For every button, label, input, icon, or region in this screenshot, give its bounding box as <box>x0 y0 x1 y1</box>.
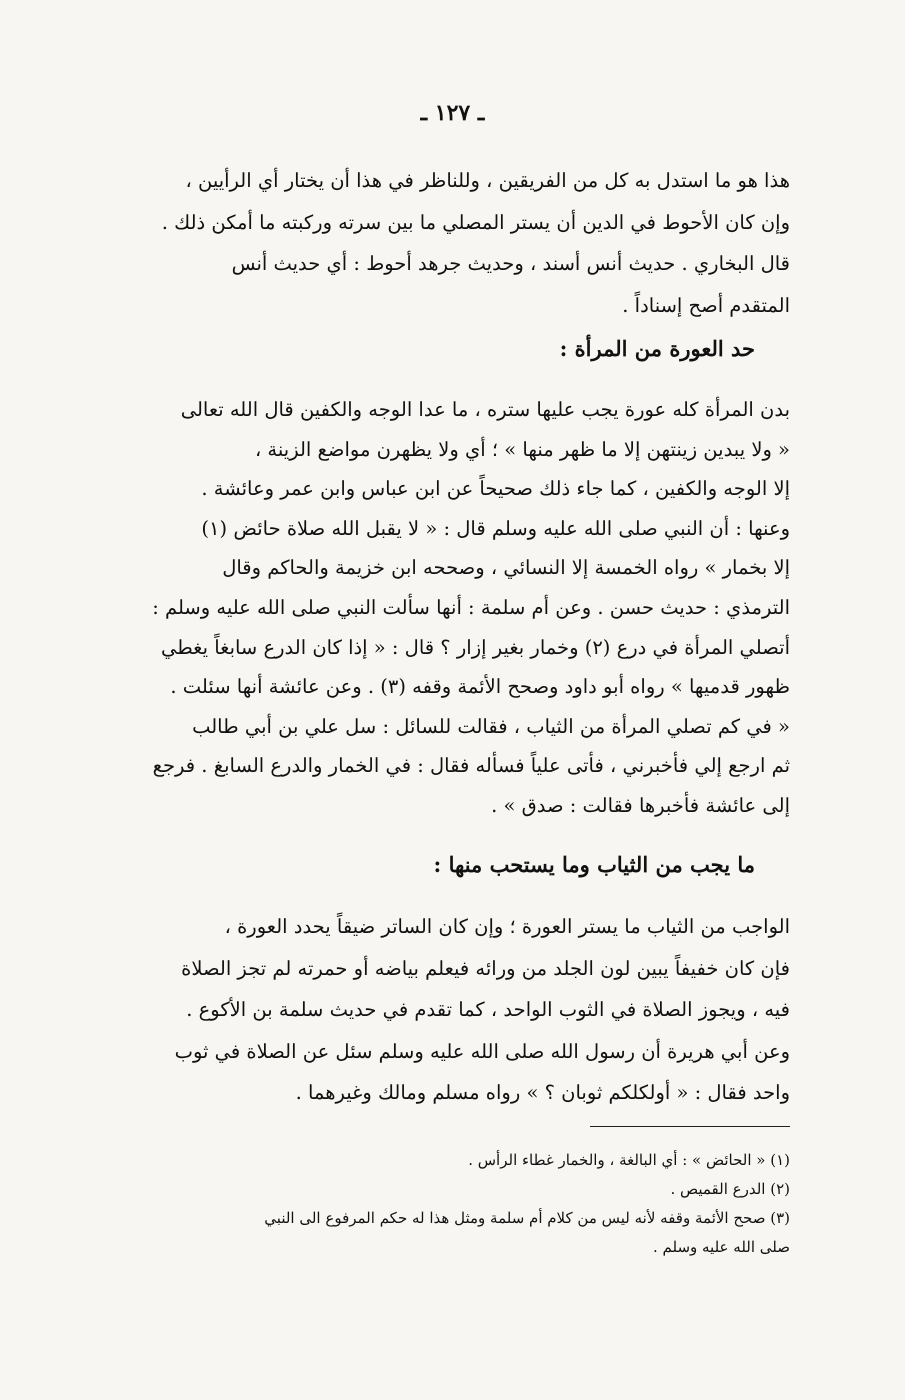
text-line: الواجب من الثياب ما يستر العورة ؛ وإن كان الساتر ضيقاً يحدد العورة ، <box>224 915 790 938</box>
text-line: فإن كان خفيفاً يبين لون الجلد من ورائه فيعلم بياضه أو حمرته لم تجز الصلاة <box>181 956 790 980</box>
text-line: واحد فقال : « أولكلكم ثوبان ؟ » رواه مسلم ومالك وغيرهما . <box>295 1081 790 1104</box>
text-line: بدن المرأة كله عورة يجب عليها ستره ، ما عدا الوجه والكفين قال الله تعالى <box>180 398 790 421</box>
intro-paragraph <box>118 160 790 326</box>
text-line: أتصلي المرأة في درع (٢) وخمار بغير إزار ؟ قال : « إذا كان الدرع سابغاً يغطي <box>160 635 790 659</box>
footnote: (٢) الدرع القميص . <box>670 1180 790 1198</box>
text-line: ثم ارجع إلي فأخبرني ، فأتى علياً فسأله فقال : في الخمار والدرع السابغ . فرجع <box>152 754 790 778</box>
text-line: ظهور قدميها » رواه أبو داود وصحح الأئمة وقفه (٣) . وعن عائشة أنها سئلت . <box>170 675 790 699</box>
text-line: وعن أبي هريرة أن رسول الله صلى الله عليه وسلم سئل عن الصلاة في ثوب <box>174 1039 790 1063</box>
section-paragraph <box>118 390 790 826</box>
text-line: وعنها : أن النبي صلى الله عليه وسلم قال : « لا يقبل الله صلاة حائض (١) <box>201 516 790 540</box>
footnote: صلى الله عليه وسلم . <box>652 1238 790 1256</box>
text-line: « في كم تصلي المرأة من الثياب ، فقالت للسائل : سل علي بن أبي طالب <box>192 714 790 738</box>
text-line: قال البخاري . حديث أنس أسند ، وحديث جرهد أحوط : أي حديث أنس <box>231 252 790 275</box>
footnotes <box>118 1146 790 1262</box>
text-line: الترمذي : حديث حسن . وعن أم سلمة : أنها سألت النبي صلى الله عليه وسلم : <box>152 595 790 619</box>
section-heading: ما يجب من الثياب وما يستحب منها : <box>433 852 755 877</box>
text-line: هذا هو ما استدل به كل من الفريقين ، وللناظر في هذا أن يختار أي الرأيين ، <box>185 169 790 192</box>
section-heading: حد العورة من المرأة : <box>559 336 755 361</box>
page-number: ـ ١٢٧ ـ <box>420 100 485 126</box>
text-line: إلا بخمار » رواه الخمسة إلا النسائي ، وصححه ابن خزيمة والحاكم وقال <box>222 556 790 580</box>
footnote: (١) « الحائض » : أي البالغة ، والخمار غطاء الرأس . <box>468 1151 790 1169</box>
footnote-separator <box>590 1126 790 1127</box>
section-paragraph <box>118 906 790 1114</box>
text-line: إلى عائشة فأخبرها فقالت : صدق » . <box>491 793 790 817</box>
text-line: « ولا يبدين زينتهن إلا ما ظهر منها » ؛ أي ولا يظهرن مواضع الزينة ، <box>254 437 790 461</box>
text-line: إلا الوجه والكفين ، كما جاء ذلك صحيحاً عن ابن عباس وابن عمر وعائشة . <box>201 477 790 501</box>
text-line: وإن كان الأحوط في الدين أن يستر المصلي ما بين سرته وركبته ما أمكن ذلك . <box>161 210 790 234</box>
text-line: المتقدم أصح إسناداً . <box>622 293 790 317</box>
footnote: (٣) صحح الأئمة وقفه لأنه ليس من كلام أم سلمة ومثل هذا له حكم المرفوع الى النبي <box>264 1209 790 1227</box>
text-line: فيه ، ويجوز الصلاة في الثوب الواحد ، كما تقدم في حديث سلمة بن الأكوع . <box>186 998 790 1021</box>
